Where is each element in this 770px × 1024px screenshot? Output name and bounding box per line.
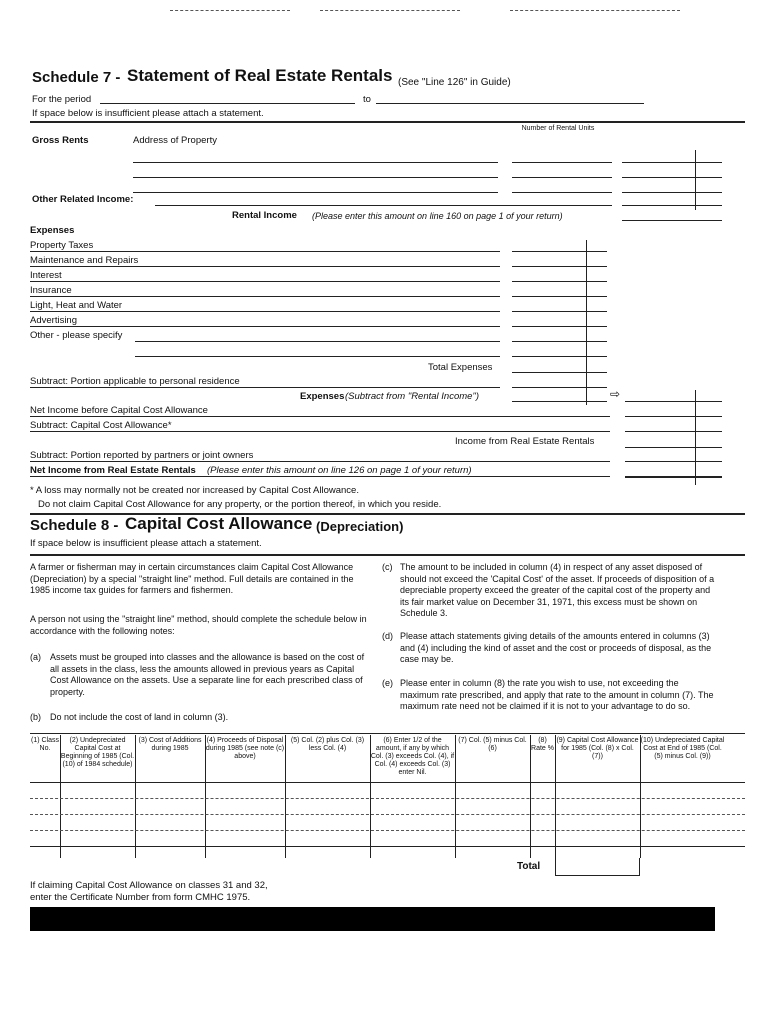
other-related-income-label: Other Related Income: [32, 194, 134, 205]
note-a-label: (a) [30, 652, 41, 662]
note-c-label: (c) [382, 562, 393, 572]
expenses-label: Expenses [300, 391, 345, 402]
table-row[interactable] [30, 782, 745, 783]
property-address-field[interactable] [133, 177, 498, 178]
note-e-label: (e) [382, 678, 393, 688]
schedule7-label: Schedule 7 - [32, 69, 121, 86]
divider [30, 554, 745, 556]
gross-rent-amount-field[interactable] [622, 192, 722, 193]
schedule8-label: Schedule 8 - [30, 517, 119, 534]
note-e [382, 678, 720, 713]
expense-amount-field[interactable] [512, 296, 607, 297]
col-header: (7) Col. (5) minus Col. (6) [458, 737, 527, 752]
net-income-before-cca-field[interactable] [625, 416, 722, 417]
expense-item: Light, Heat and Water [30, 300, 123, 311]
col-header: (5) Col. (2) plus Col. (3) less Col. (4) [290, 737, 365, 752]
net-expenses-field[interactable] [512, 401, 607, 402]
period-label: For the period [32, 94, 92, 105]
table-top-border [30, 733, 745, 734]
schedule7-attach-note: If space below is insufficient please attach a statement. [32, 108, 264, 119]
cents-divider [586, 240, 587, 405]
rental-income-label: Rental Income [232, 210, 297, 221]
total-expenses-label: Total Expenses [428, 362, 493, 373]
expense-item: Property Taxes [30, 240, 94, 251]
note-b-text: Do not include the cost of land in column (3). [50, 712, 229, 722]
cmhc-note-line1: If claiming Capital Cost Allowance on classes 31 and 32, [30, 880, 268, 891]
income-from-rentals-field[interactable] [625, 447, 722, 448]
expense-item: Maintenance and Repairs [30, 255, 139, 266]
col-header: (9) Capital Cost Allowance for 1985 (Col. (8) x Col. (7)) [556, 737, 639, 760]
note-e-text: Please enter in column (8) the rate you wish to use, not exceeding the maximum rate prescribed, and apply that rate to the amount in column (7). The maximum rate need not be claimed if it is not to your advantage to do so. [400, 678, 714, 711]
table-row[interactable] [30, 798, 745, 799]
other-income-field[interactable] [155, 205, 612, 206]
note-c [382, 562, 720, 620]
expense-amount-field[interactable] [512, 311, 607, 312]
property-address-field[interactable] [133, 162, 498, 163]
cmhc-note-line2: enter the Certificate Number from form CMHC 1975. [30, 892, 251, 903]
note-d-text: Please attach statements giving details of the amounts entered in columns (3) and (4) including the kind of asset and the cost or proceeds of disposal, as the case may be. [400, 631, 712, 664]
schedule7-title: Statement of Real Estate Rentals [127, 66, 393, 85]
col-header: (2) Undepreciated Capital Cost at Beginning of 1985 (Col. (10) of 1984 schedule) [60, 737, 135, 768]
net-income-field[interactable] [625, 476, 722, 478]
expense-amount-field[interactable] [512, 341, 607, 342]
total-expenses-field[interactable] [512, 372, 607, 373]
schedule8-subtitle: (Depreciation) [316, 519, 404, 534]
note-b-label: (b) [30, 712, 41, 722]
note-d-label: (d) [382, 631, 393, 641]
schedule8-attach-note: If space below is insufficient please attach a statement. [30, 538, 262, 549]
intro-straight-line: A farmer or fisherman may in certain circumstances claim Capital Cost Allowance (Depreciation) by a special "straight line" method. Full details are contained in the 1985 income tax guides for farmers and fishermen. [30, 562, 354, 595]
footnote-reside: Do not claim Capital Cost Allowance for any property, or the portion thereof, in which you reside. [38, 499, 442, 510]
subtract-cca-label: Subtract: Capital Cost Allowance* [30, 420, 172, 431]
schedule7-guide-ref: (See "Line 126" in Guide) [398, 77, 511, 88]
rental-units-field[interactable] [512, 162, 612, 163]
property-address-field[interactable] [133, 192, 498, 193]
expenses-carry-field[interactable] [625, 401, 722, 402]
period-to-field[interactable] [376, 103, 644, 104]
gross-rent-amount-field[interactable] [622, 162, 722, 163]
net-income-before-cca-label: Net Income before Capital Cost Allowance [30, 405, 208, 416]
gross-rent-amount-field[interactable] [622, 177, 722, 178]
other-income-amount-field[interactable] [622, 205, 722, 206]
expense-amount-field[interactable] [512, 251, 607, 252]
expenses-heading: Expenses [30, 225, 75, 236]
table-row[interactable] [30, 846, 745, 847]
expense-amount-field[interactable] [512, 266, 607, 267]
partners-portion-field[interactable] [625, 461, 722, 462]
col-header: (3) Cost of Additions during 1985 [138, 737, 202, 752]
col-header: (4) Proceeds of Disposal during 1985 (see note (c) above) [205, 737, 285, 760]
note-d [382, 631, 720, 666]
col-header: (8) Rate % [531, 737, 554, 752]
intro-not-straight-line: A person not using the "straight line" method, should complete the schedule below in accordance with the following notes: [30, 614, 367, 636]
schedule8-title: Capital Cost Allowance [125, 514, 313, 533]
net-income-note: (Please enter this amount on line 126 on page 1 of your return) [207, 465, 472, 476]
cents-divider [695, 390, 696, 485]
note-a [30, 652, 370, 698]
expenses-note: (Subtract from "Rental Income") [345, 391, 479, 402]
expense-item: Insurance [30, 285, 72, 296]
rental-units-header: Number of Rental Units [521, 125, 595, 132]
table-row[interactable] [30, 830, 745, 831]
expense-amount-field[interactable] [512, 326, 607, 327]
note-a-text: Assets must be grouped into classes and the allowance is based on the cost of all assets in the class, less the amounts allowed in previous years as Capital Cost Allowance on the assets. Use a separate line for each prescribed class of property. [50, 652, 365, 697]
expense-amount-field[interactable] [512, 356, 607, 357]
address-of-property-label: Address of Property [133, 135, 217, 146]
rental-units-field[interactable] [512, 192, 612, 193]
total-label: Total [517, 861, 541, 872]
subtract-partners-label: Subtract: Portion reported by partners or joint owners [30, 450, 254, 461]
gross-rents-label: Gross Rents [32, 135, 89, 146]
rental-income-note: (Please enter this amount on line 160 on page 1 of your return) [312, 211, 563, 221]
rental-income-amount-field[interactable] [622, 220, 722, 221]
col-header: (6) Enter 1/2 of the amount, if any by which Col. (3) exceeds Col. (4), if Col. (4) exceeds Col. (3) enter Nil. [370, 737, 455, 776]
expense-item: Other - please specify [30, 330, 123, 341]
divider [30, 121, 745, 123]
cca-field[interactable] [625, 431, 722, 432]
expense-item: Interest [30, 270, 62, 281]
footnote-loss: * A loss may normally not be created nor increased by Capital Cost Allowance. [30, 485, 359, 496]
rental-units-field[interactable] [512, 177, 612, 178]
total-cca-field[interactable] [555, 858, 640, 876]
period-from-field[interactable] [100, 103, 355, 104]
note-c-text: The amount to be included in column (4) in respect of any asset disposed of should not exceed the 'Capital Cost' of the asset. If proceeds of disposition of a depreciable property exceed the greater of the capital cost of the property and its fair market value on December 31, 1971, this excess must be shown on Schedule 3. [400, 562, 715, 618]
arrow-right-icon: ⇨ [610, 387, 621, 401]
subtract-personal-label: Subtract: Portion applicable to personal residence [30, 376, 240, 387]
expense-item: Advertising [30, 315, 77, 326]
table-row[interactable] [30, 814, 745, 815]
col-header: (1) Class No. [30, 737, 59, 752]
other-specify-field[interactable] [135, 356, 500, 357]
personal-portion-field[interactable] [512, 387, 607, 388]
net-income-label: Net Income from Real Estate Rentals [30, 465, 196, 476]
note-b [30, 712, 370, 724]
certificate-number-bar[interactable] [30, 907, 715, 931]
period-to-label: to [363, 94, 371, 105]
col-header: (10) Undepreciated Capital Cost at End of 1985 (Col. (5) minus Col. (9)) [640, 737, 725, 760]
other-specify-field[interactable] [135, 341, 500, 342]
cents-divider [695, 150, 696, 210]
income-from-rentals-label: Income from Real Estate Rentals [455, 436, 595, 447]
expense-amount-field[interactable] [512, 281, 607, 282]
